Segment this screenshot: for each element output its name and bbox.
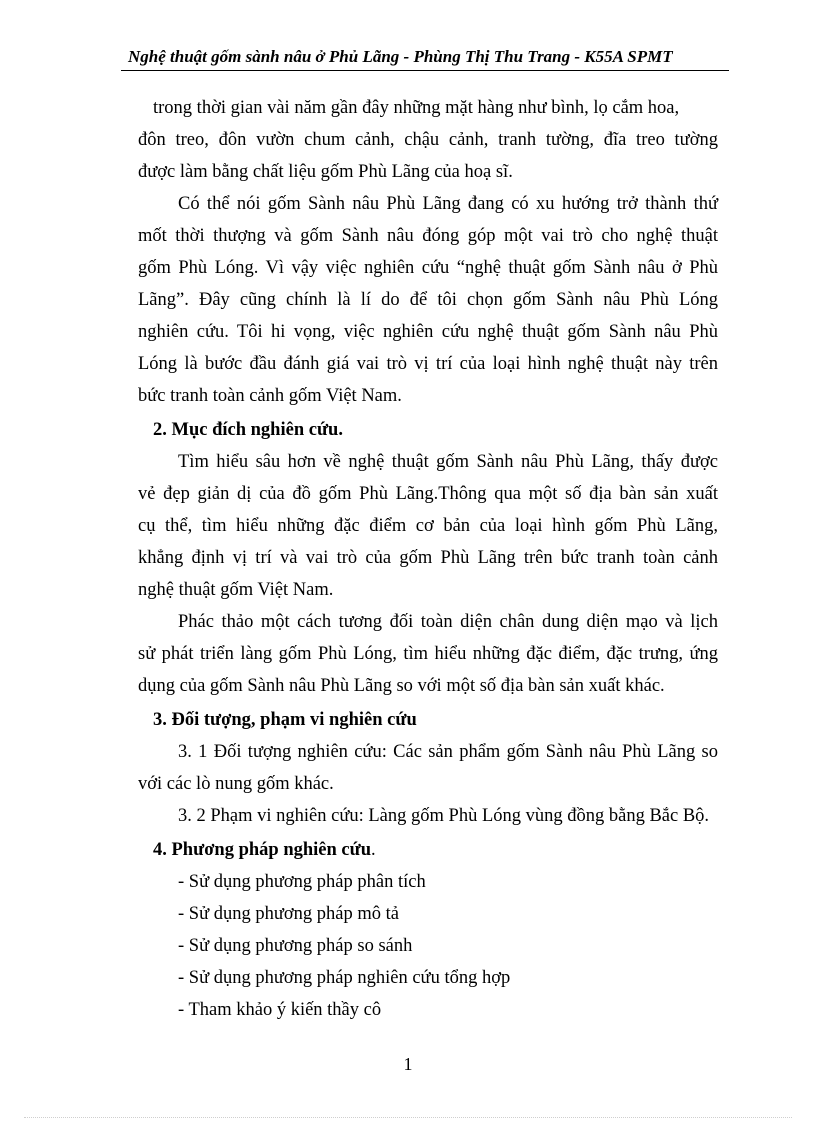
body-line: cụ thể, tìm hiểu những đặc điểm cơ bản của loại hình gốm Phù Lãng, (138, 516, 718, 536)
section-heading-line (153, 839, 376, 861)
body-line: trong thời gian vài năm gần đây những mặt hàng như bình, lọ cắm hoa, (153, 98, 680, 118)
body-line: mốt thời thượng và gốm Sành nâu đóng góp một vai trò cho nghệ thuật (138, 226, 718, 246)
list-item: - Sử dụng phương pháp so sánh (178, 936, 413, 956)
section-heading: 3. Đối tượng, phạm vi nghiên cứu (153, 710, 417, 730)
page-header-title: Nghệ thuật gốm sành nâu ở Phủ Lãng - Phùng Thị Thu Trang - K55A SPMT (128, 47, 673, 66)
body-line: Có thể nói gốm Sành nâu Phù Lãng đang có xu hướng trở thành thứ (178, 194, 718, 214)
list-item: - Sử dụng phương pháp nghiên cứu tổng hợp (178, 968, 511, 988)
body-line: với các lò nung gốm khác. (138, 774, 334, 794)
section-heading: 2. Mục đích nghiên cứu. (153, 420, 343, 440)
body-line: vẻ đẹp giản dị của đồ gốm Phù Lãng.Thông qua một số địa bàn sản xuất (138, 484, 718, 504)
body-line: sử phát triển làng gốm Phù Lóng, tìm hiểu những đặc điểm, đặc trưng, ứng (138, 644, 718, 664)
page-bottom-divider (24, 1117, 792, 1118)
body-line: dụng của gốm Sành nâu Phù Lãng so với một số địa bàn sản xuất khác. (138, 676, 665, 696)
body-line: Lãng”. Đây cũng chính là lí do để tôi chọn gốm Sành nâu Phù Lóng (138, 290, 718, 310)
body-line: Phác thảo một cách tương đối toàn diện chân dung diện mạo và lịch (178, 612, 718, 632)
body-line: khẳng định vị trí và vai trò của gốm Phù Lãng trên bức tranh toàn cảnh (138, 548, 718, 568)
body-line: 3. 1 Đối tượng nghiên cứu: Các sản phẩm gốm Sành nâu Phù Lãng so (178, 742, 718, 762)
list-item: - Tham khảo ý kiến thầy cô (178, 1000, 382, 1020)
section-heading: 4. Phương pháp nghiên cứu (153, 840, 372, 860)
body-line: gốm Phù Lóng. Vì vậy việc nghiên cứu “nghệ thuật gốm Sành nâu ở Phù (138, 258, 718, 278)
body-line: nghiên cứu. Tôi hi vọng, việc nghiên cứu nghệ thuật gốm Sành nâu Phù (138, 322, 718, 342)
list-item: - Sử dụng phương pháp phân tích (178, 872, 426, 892)
body-line: bức tranh toàn cảnh gốm Việt Nam. (138, 386, 402, 406)
heading-period: . (371, 840, 376, 860)
list-item: - Sử dụng phương pháp mô tả (178, 904, 399, 924)
body-line: được làm bằng chất liệu gốm Phù Lãng của hoạ sĩ. (138, 162, 513, 182)
body-line: 3. 2 Phạm vi nghiên cứu: Làng gốm Phù Lóng vùng đồng bằng Bắc Bộ. (178, 806, 710, 826)
body-line: Tìm hiểu sâu hơn về nghệ thuật gốm Sành nâu Phù Lãng, thấy được (178, 452, 718, 472)
body-line: đôn treo, đôn vườn chum cảnh, chậu cảnh, tranh tường, đĩa treo tường (138, 130, 718, 150)
body-line: Lóng là bước đầu đánh giá vai trò vị trí của loại hình nghệ thuật này trên (138, 354, 718, 374)
body-line: nghệ thuật gốm Việt Nam. (138, 580, 334, 600)
page-number: 1 (403, 1054, 413, 1074)
header-rule (121, 70, 729, 71)
